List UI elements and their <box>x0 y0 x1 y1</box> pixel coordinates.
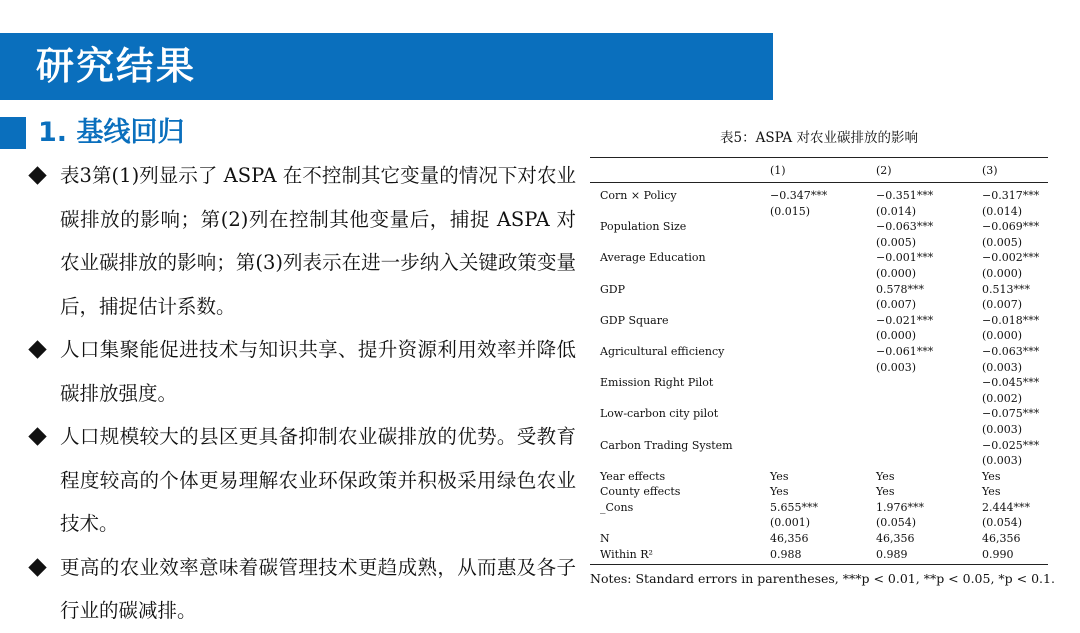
value-cell <box>770 438 876 454</box>
value-cell: 46,356 <box>982 532 1021 546</box>
section-title: 1. 基线回归 <box>38 117 185 148</box>
value-cell: Yes <box>876 485 895 499</box>
variable-name-cell <box>590 297 770 313</box>
value-cell <box>770 375 876 391</box>
variable-name-cell <box>590 328 770 344</box>
table-row <box>590 406 1048 422</box>
bullet-list <box>28 154 576 633</box>
value-cell: (0.005) <box>876 235 917 249</box>
value-cell: −0.021*** <box>876 313 934 327</box>
value-cell <box>770 453 876 469</box>
title-bar <box>0 33 773 100</box>
variable-name-cell <box>590 422 770 438</box>
variable-name-cell: N <box>600 532 610 546</box>
table-row <box>590 531 1048 547</box>
bullet-text: 人口集聚能促进技术与知识共享、提升资源利用效率并降低碳排放强度。 <box>60 338 576 405</box>
bullet-item <box>28 154 576 328</box>
table-row <box>590 484 1048 500</box>
value-cell: 2.444*** <box>982 500 1030 514</box>
value-cell: (0.000) <box>876 266 917 280</box>
variable-name-cell: Within R² <box>600 547 653 561</box>
value-cell: (0.007) <box>982 298 1023 312</box>
value-cell <box>876 453 982 469</box>
value-cell: 0.578*** <box>876 282 924 296</box>
value-cell: −0.351*** <box>876 189 934 202</box>
value-cell <box>770 250 876 266</box>
value-cell: 46,356 <box>876 532 915 546</box>
value-cell: Yes <box>770 469 789 483</box>
table-row <box>590 266 1048 282</box>
value-cell: −0.075*** <box>982 407 1040 421</box>
column-header: (3) <box>982 163 998 177</box>
value-cell <box>770 328 876 344</box>
table-header-row <box>590 158 1048 183</box>
value-cell: −0.001*** <box>876 251 934 265</box>
page-title: 研究结果 <box>36 44 197 88</box>
variable-name-cell: GDP Square <box>600 313 669 327</box>
value-cell <box>770 219 876 235</box>
value-cell: (0.001) <box>770 516 811 530</box>
value-cell <box>876 406 982 422</box>
variable-name-cell <box>590 235 770 251</box>
value-cell: (0.005) <box>982 235 1023 249</box>
value-cell <box>770 235 876 251</box>
value-cell: (0.003) <box>876 360 917 374</box>
table-row <box>590 422 1048 438</box>
value-cell <box>770 266 876 282</box>
bullet-item <box>28 415 576 546</box>
table-row <box>590 375 1048 391</box>
value-cell: (0.054) <box>982 516 1023 530</box>
value-cell: (0.054) <box>876 516 917 530</box>
value-cell: 0.990 <box>982 547 1014 561</box>
variable-name-cell <box>590 391 770 407</box>
value-cell <box>770 344 876 360</box>
variable-name-cell: GDP <box>600 282 626 296</box>
value-cell: (0.003) <box>982 360 1023 374</box>
column-header: (2) <box>876 163 892 177</box>
value-cell <box>770 313 876 329</box>
value-cell: (0.002) <box>982 391 1023 405</box>
table-row <box>590 469 1048 485</box>
bullet-text: 人口规模较大的县区更具备抑制农业碳排放的优势。受教育程度较高的个体更易理解农业环保政策并积极采用绿色农业技术。 <box>60 425 576 535</box>
section-marker <box>0 117 26 149</box>
variable-name-cell: Population Size <box>600 220 687 234</box>
variable-name-cell <box>590 453 770 469</box>
value-cell: Yes <box>982 469 1001 483</box>
table-row <box>590 219 1048 235</box>
value-cell: 0.988 <box>770 547 802 561</box>
value-cell: (0.014) <box>876 204 917 218</box>
value-cell: 1.976*** <box>876 500 924 514</box>
value-cell: −0.063*** <box>876 220 934 234</box>
value-cell: (0.015) <box>770 204 811 218</box>
value-cell <box>770 360 876 376</box>
table-row <box>590 183 1048 204</box>
value-cell <box>770 422 876 438</box>
table-row <box>590 547 1048 565</box>
diamond-bullet-icon <box>28 558 46 576</box>
table-row <box>590 328 1048 344</box>
variable-name-cell: Agricultural efficiency <box>600 344 725 358</box>
table-row <box>590 344 1048 360</box>
value-cell: (0.000) <box>982 266 1023 280</box>
variable-name-cell <box>590 515 770 531</box>
value-cell: 0.513*** <box>982 282 1030 296</box>
value-cell <box>770 297 876 313</box>
value-cell: (0.000) <box>982 329 1023 343</box>
value-cell: (0.014) <box>982 204 1023 218</box>
table-row <box>590 515 1048 531</box>
table-body <box>590 183 1048 565</box>
value-cell: 0.989 <box>876 547 908 561</box>
variable-name-cell: Low-carbon city pilot <box>600 407 719 421</box>
column-header: (1) <box>770 163 786 177</box>
table-note: Notes: Standard errors in parentheses, ***p < 0.01, **p < 0.05, *p < 0.1. <box>590 571 1055 586</box>
value-cell: −0.069*** <box>982 220 1040 234</box>
value-cell: −0.317*** <box>982 189 1040 202</box>
value-cell: −0.025*** <box>982 438 1040 452</box>
value-cell: (0.000) <box>876 329 917 343</box>
value-cell <box>770 406 876 422</box>
value-cell: (0.003) <box>982 422 1023 436</box>
value-cell: −0.002*** <box>982 251 1040 265</box>
value-cell: 5.655*** <box>770 500 818 514</box>
value-cell <box>770 391 876 407</box>
table-row <box>590 297 1048 313</box>
diamond-bullet-icon <box>28 427 46 445</box>
regression-table <box>590 157 1048 565</box>
value-cell <box>770 282 876 298</box>
value-cell <box>876 422 982 438</box>
table-row <box>590 360 1048 376</box>
value-cell: −0.347*** <box>770 189 828 202</box>
value-cell: (0.007) <box>876 298 917 312</box>
table-row <box>590 438 1048 454</box>
value-cell: Yes <box>770 485 789 499</box>
bullet-text: 更高的农业效率意味着碳管理技术更趋成熟，从而惠及各子行业的碳减排。 <box>60 555 576 622</box>
variable-name-cell <box>590 266 770 282</box>
value-cell: −0.063*** <box>982 344 1040 358</box>
variable-name-cell: Year effects <box>600 469 666 483</box>
bullet-item <box>28 328 576 415</box>
value-cell: −0.045*** <box>982 376 1040 390</box>
value-cell: −0.018*** <box>982 313 1040 327</box>
table-row <box>590 453 1048 469</box>
table-row <box>590 250 1048 266</box>
variable-name-cell <box>590 360 770 376</box>
table-row <box>590 500 1048 516</box>
table-row <box>590 204 1048 220</box>
table-row <box>590 235 1048 251</box>
value-cell: Yes <box>876 469 895 483</box>
variable-name-cell: Average Education <box>600 251 706 265</box>
value-cell: (0.003) <box>982 454 1023 468</box>
value-cell <box>876 391 982 407</box>
variable-name-cell: Corn × Policy <box>600 189 677 202</box>
value-cell: 46,356 <box>770 532 809 546</box>
variable-name-cell: _Cons <box>600 500 634 514</box>
variable-name-cell <box>590 204 770 220</box>
column-header <box>590 158 770 183</box>
variable-name-cell: Emission Right Pilot <box>600 376 714 390</box>
table-row <box>590 313 1048 329</box>
table-row <box>590 282 1048 298</box>
table-row <box>590 391 1048 407</box>
value-cell: Yes <box>982 485 1001 499</box>
value-cell: −0.061*** <box>876 344 934 358</box>
value-cell <box>876 375 982 391</box>
table-caption: 表5：ASPA 对农业碳排放的影响 <box>720 130 918 146</box>
bullet-item <box>28 546 576 633</box>
bullet-text: 表3第(1)列显示了 ASPA 在不控制其它变量的情况下对农业碳排放的影响；第(2)列在控制其他变量后，捕捉 ASPA 对农业碳排放的影响；第(3)列表示在进一步纳入关键政策变量后，捕捉估计系数。 <box>60 164 576 318</box>
variable-name-cell: County effects <box>600 485 681 499</box>
variable-name-cell: Carbon Trading System <box>600 438 733 452</box>
diamond-bullet-icon <box>28 166 46 184</box>
value-cell <box>876 438 982 454</box>
diamond-bullet-icon <box>28 340 46 358</box>
